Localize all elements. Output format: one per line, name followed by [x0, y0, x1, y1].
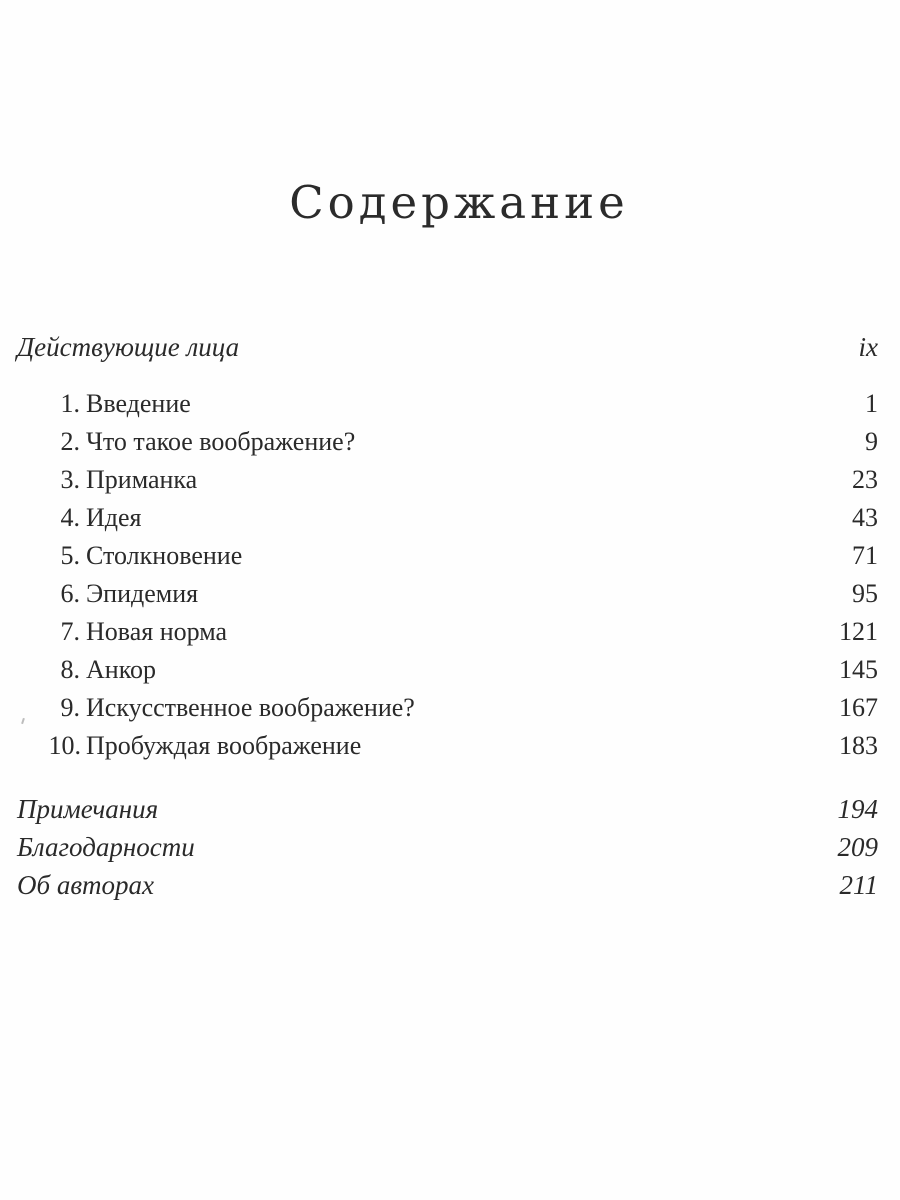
toc-entry-page: 209	[837, 832, 878, 862]
toc-entry-label: Благодарности	[17, 832, 195, 862]
toc-entry-page: 211	[839, 870, 878, 900]
chapter-number: 7.	[60, 617, 80, 646]
chapter-title: Столкновение	[86, 541, 243, 570]
toc-entry-about-authors[interactable]	[0, 868, 900, 902]
chapter-number: 3.	[60, 465, 80, 494]
toc-entry-chapter-3[interactable]	[0, 463, 900, 497]
chapter-number: 5.	[60, 541, 80, 570]
toc-entry-chapter-6[interactable]	[0, 577, 900, 611]
chapter-title: Анкор	[86, 655, 157, 684]
chapter-number: 6.	[60, 579, 80, 608]
chapter-title: Введение	[86, 389, 191, 418]
chapter-page: 167	[839, 693, 878, 722]
toc-entry-chapter-5[interactable]	[0, 539, 900, 573]
chapter-number: 2.	[60, 427, 80, 456]
chapter-page: 95	[852, 579, 878, 608]
toc-entry-label: Примечания	[17, 794, 159, 824]
chapter-title: Пробуждая воображение	[86, 731, 362, 760]
chapter-page: 183	[839, 731, 878, 760]
toc-entry-acknowledgements[interactable]	[0, 830, 900, 864]
toc-entry-chapter-4[interactable]	[0, 501, 900, 535]
toc-entry-chapter-2[interactable]	[0, 425, 900, 459]
toc-entry-notes[interactable]	[0, 792, 900, 826]
chapter-number: 9.	[60, 693, 80, 722]
chapter-title: Идея	[86, 503, 142, 532]
toc-entry-page: ix	[858, 332, 878, 362]
chapter-page: 1	[865, 389, 878, 418]
chapter-title: Приманка	[86, 465, 198, 494]
chapter-page: 71	[852, 541, 878, 570]
toc-entry-chapter-10[interactable]	[0, 729, 900, 763]
chapter-page: 23	[852, 465, 878, 494]
chapter-number: 4.	[60, 503, 80, 532]
toc-entry-chapter-8[interactable]	[0, 653, 900, 687]
chapter-number: 1.	[60, 389, 80, 418]
chapter-title: Что такое воображение?	[86, 427, 356, 456]
toc-entry-chapter-1[interactable]	[0, 387, 900, 421]
chapter-number: 10.	[48, 731, 81, 760]
chapter-page: 121	[839, 617, 878, 646]
toc-entry-front-matter[interactable]	[0, 330, 900, 364]
toc-entry-chapter-7[interactable]	[0, 615, 900, 649]
toc-entry-chapter-9[interactable]	[0, 691, 900, 725]
toc-entry-label: Действующие лица	[17, 332, 240, 362]
chapter-page: 145	[839, 655, 878, 684]
page-title: Содержание	[289, 176, 629, 229]
chapter-page: 43	[852, 503, 878, 532]
toc-entry-label: Об авторах	[17, 870, 155, 900]
chapter-title: Новая норма	[86, 617, 228, 646]
chapter-number: 8.	[60, 655, 80, 684]
chapter-title: Эпидемия	[86, 579, 199, 608]
chapter-page: 9	[865, 427, 878, 456]
toc-entry-page: 194	[837, 794, 878, 824]
chapter-title: Искусственное воображение?	[86, 693, 415, 722]
